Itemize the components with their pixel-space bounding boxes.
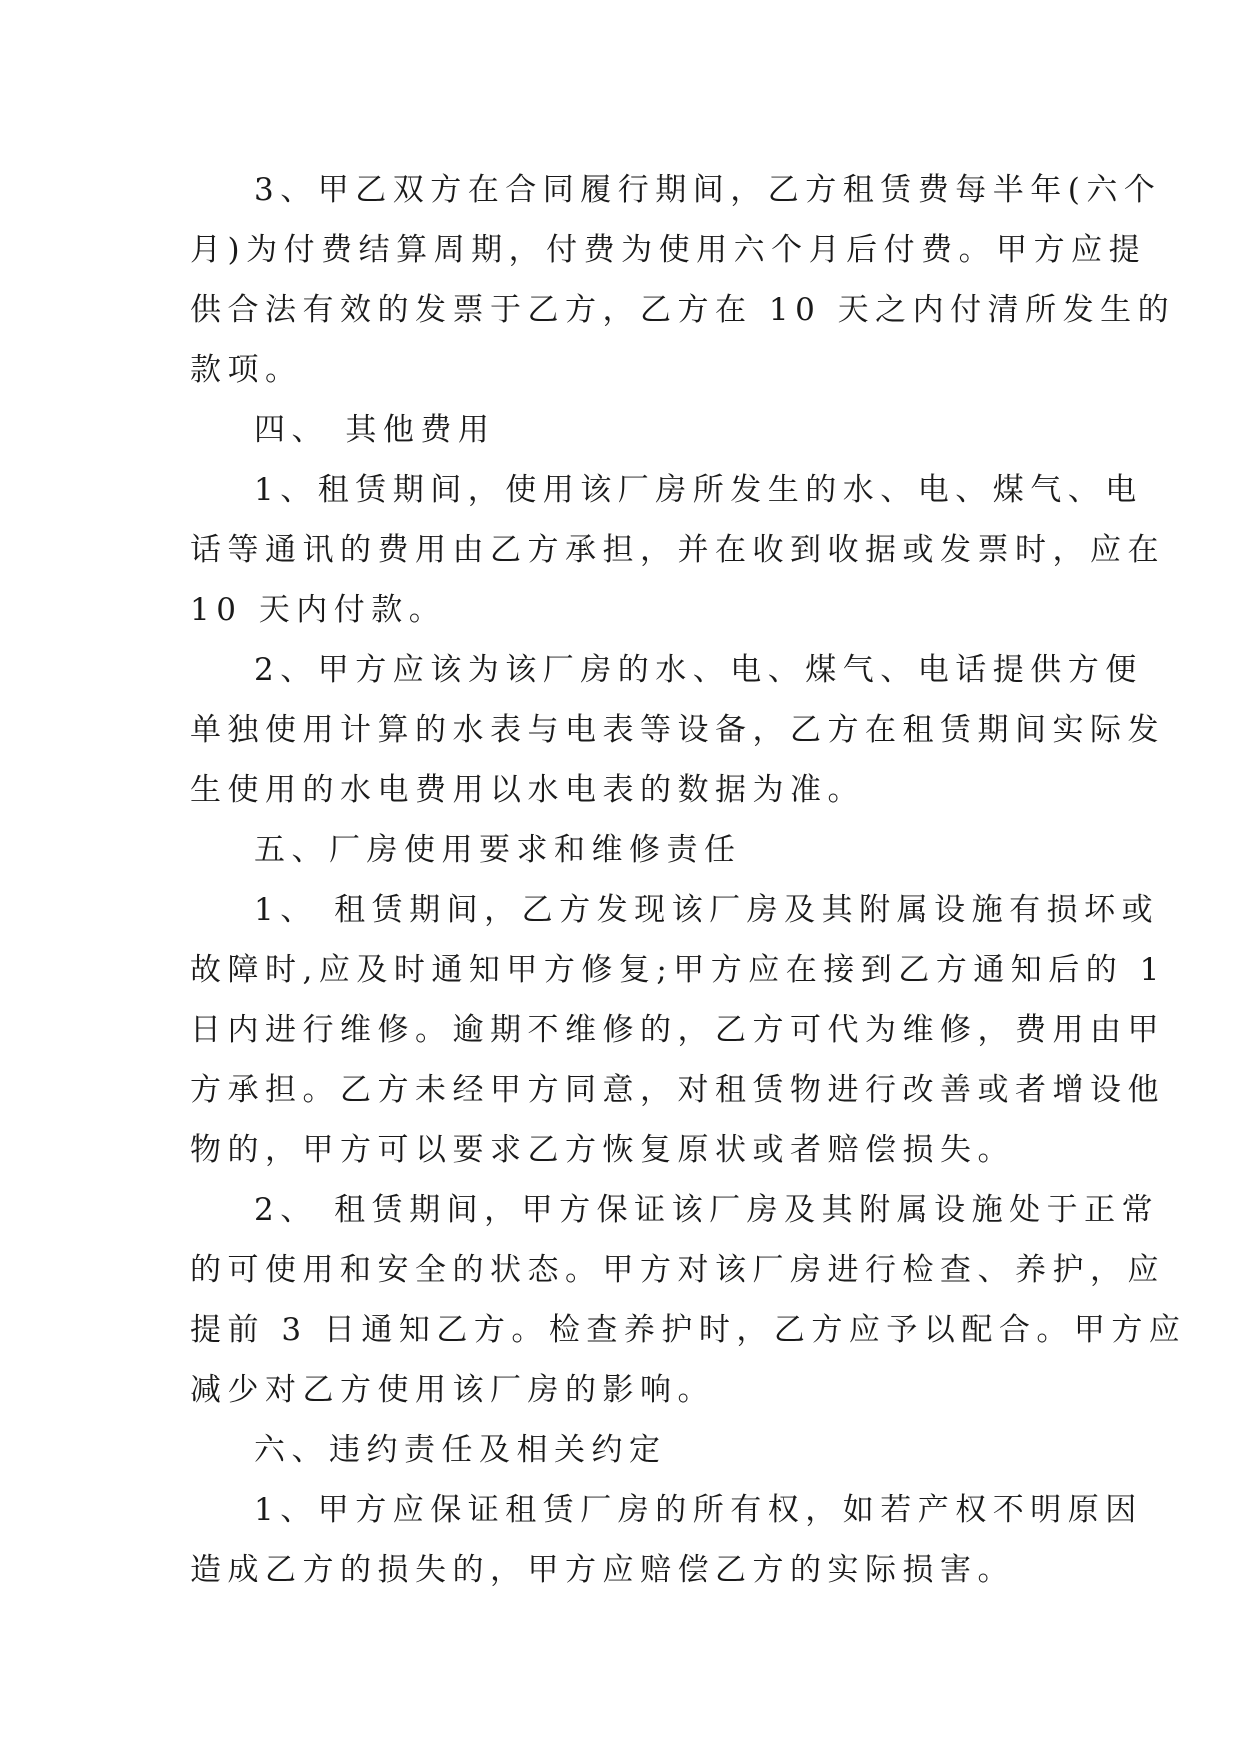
document-body [190, 160, 1187, 1600]
paragraph-line: 生使用的水电费用以水电表的数据为准。 [190, 772, 865, 808]
paragraph-line: 单独使用计算的水表与电表等设备，乙方在租赁期间实际发 [190, 712, 1165, 748]
paragraph-line: 10 天内付款。 [190, 592, 447, 628]
section-heading: 四、 其他费用 [254, 412, 496, 448]
paragraph-line: 造成乙方的损失的，甲方应赔偿乙方的实际损害。 [190, 1552, 1015, 1588]
paragraph-line: 3、甲乙双方在合同履行期间，乙方租赁费每半年(六个 [254, 172, 1162, 208]
paragraph-line: 话等通讯的费用由乙方承担，并在收到收据或发票时，应在 [190, 532, 1165, 568]
paragraph-line: 的可使用和安全的状态。甲方对该厂房进行检查、养护，应 [190, 1252, 1165, 1288]
paragraph-line: 1、 租赁期间，乙方发现该厂房及其附属设施有损坏或 [254, 892, 1160, 928]
paragraph-line: 减少对乙方使用该厂房的影响。 [190, 1372, 715, 1408]
section-heading: 六、违约责任及相关约定 [254, 1432, 667, 1468]
paragraph-line: 物的，甲方可以要求乙方恢复原状或者赔偿损失。 [190, 1132, 1015, 1168]
paragraph-line: 供合法有效的发票于乙方，乙方在 10 天之内付清所发生的 [190, 292, 1176, 328]
paragraph-line: 2、甲方应该为该厂房的水、电、煤气、电话提供方便 [254, 652, 1143, 688]
section-heading: 五、厂房使用要求和维修责任 [254, 832, 742, 868]
paragraph-line: 款项。 [190, 352, 303, 388]
paragraph-line: 月)为付费结算周期，付费为使用六个月后付费。甲方应提 [190, 232, 1147, 268]
paragraph-line: 日内进行维修。逾期不维修的，乙方可代为维修，费用由甲 [190, 1012, 1165, 1048]
paragraph-line: 提前 3 日通知乙方。检查养护时，乙方应予以配合。甲方应 [190, 1312, 1187, 1348]
paragraph-line: 故障时,应及时通知甲方修复;甲方应在接到乙方通知后的 1 [190, 952, 1166, 988]
paragraph-line: 方承担。乙方未经甲方同意，对租赁物进行改善或者增设他 [190, 1072, 1165, 1108]
paragraph-line: 1、租赁期间，使用该厂房所发生的水、电、煤气、电 [254, 472, 1143, 508]
paragraph-line: 1、甲方应保证租赁厂房的所有权，如若产权不明原因 [254, 1492, 1143, 1528]
paragraph-line: 2、 租赁期间，甲方保证该厂房及其附属设施处于正常 [254, 1192, 1160, 1228]
